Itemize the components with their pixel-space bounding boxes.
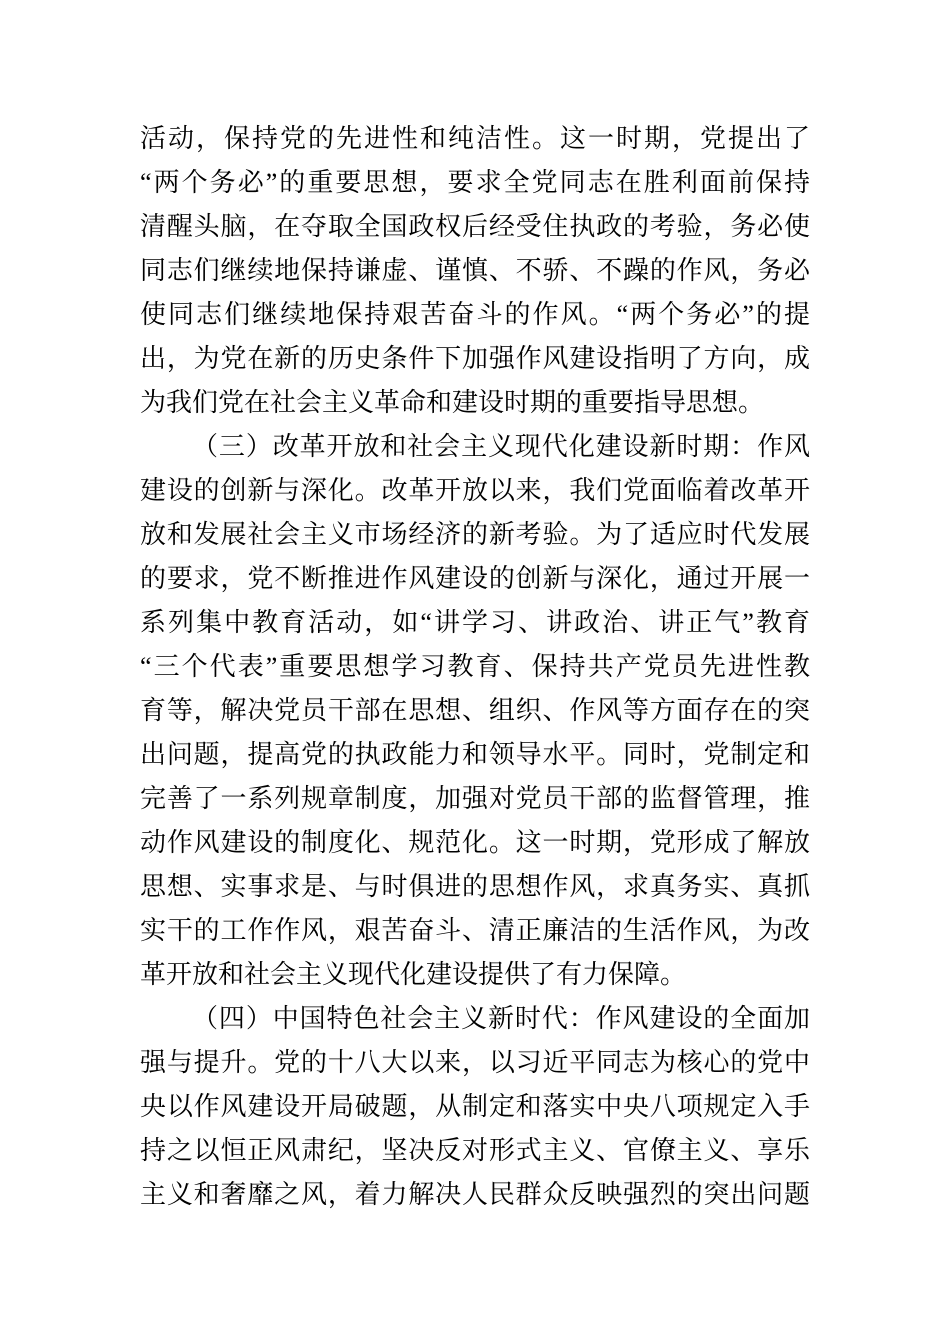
text-line: 活动，保持党的先进性和纯洁性。这一时期，党提出了	[140, 124, 810, 153]
text-line: 育等，解决党员干部在思想、组织、作风等方面存在的突	[140, 696, 810, 725]
text-line: “三个代表”重要思想学习教育、保持共产党员先进性教	[140, 652, 810, 681]
text-line: 动作风建设的制度化、规范化。这一时期，党形成了解放	[140, 828, 810, 857]
text-line: （四）中国特色社会主义新时代：作风建设的全面加	[192, 1004, 810, 1033]
paragraph-continuation	[140, 117, 810, 425]
text-line: 持之以恒正风肃纪，坚决反对形式主义、官僚主义、享乐	[140, 1136, 810, 1165]
text-line: 清醒头脑，在夺取全国政权后经受住执政的考验，务必使	[140, 212, 810, 241]
text-line: 思想、实事求是、与时俱进的思想作风，求真务实、真抓	[140, 872, 810, 901]
text-line: 同志们继续地保持谦虚、谨慎、不骄、不躁的作风，务必	[140, 256, 810, 285]
text-line: 央以作风建设开局破题，从制定和落实中央八项规定入手	[140, 1092, 810, 1121]
text-line: 使同志们继续地保持艰苦奋斗的作风。“两个务必”的提	[140, 300, 810, 329]
text-line: 主义和奢靡之风，着力解决人民群众反映强烈的突出问题	[140, 1180, 810, 1209]
text-line: 出，为党在新的历史条件下加强作风建设指明了方向，成	[140, 344, 810, 373]
document-content	[140, 117, 810, 1217]
text-line: 强与提升。党的十八大以来，以习近平同志为核心的党中	[140, 1048, 810, 1077]
text-line: 出问题，提高党的执政能力和领导水平。同时，党制定和	[140, 740, 810, 769]
paragraph-section-four	[140, 997, 810, 1217]
text-line: 实干的工作作风，艰苦奋斗、清正廉洁的生活作风，为改	[140, 916, 810, 945]
text-line: （三）改革开放和社会主义现代化建设新时期：作风	[192, 432, 810, 461]
text-line: 的要求，党不断推进作风建设的创新与深化，通过开展一	[140, 564, 810, 593]
text-line: 为我们党在社会主义革命和建设时期的重要指导思想。	[140, 388, 765, 417]
text-line: 放和发展社会主义市场经济的新考验。为了适应时代发展	[140, 520, 810, 549]
text-line: 革开放和社会主义现代化建设提供了有力保障。	[140, 960, 687, 989]
text-line: 建设的创新与深化。改革开放以来，我们党面临着改革开	[140, 476, 810, 505]
text-line: 完善了一系列规章制度，加强对党员干部的监督管理，推	[140, 784, 810, 813]
text-line: “两个务必”的重要思想，要求全党同志在胜利面前保持	[140, 168, 810, 197]
text-line: 系列集中教育活动，如“讲学习、讲政治、讲正气”教育	[140, 608, 810, 637]
paragraph-section-three	[140, 425, 810, 997]
